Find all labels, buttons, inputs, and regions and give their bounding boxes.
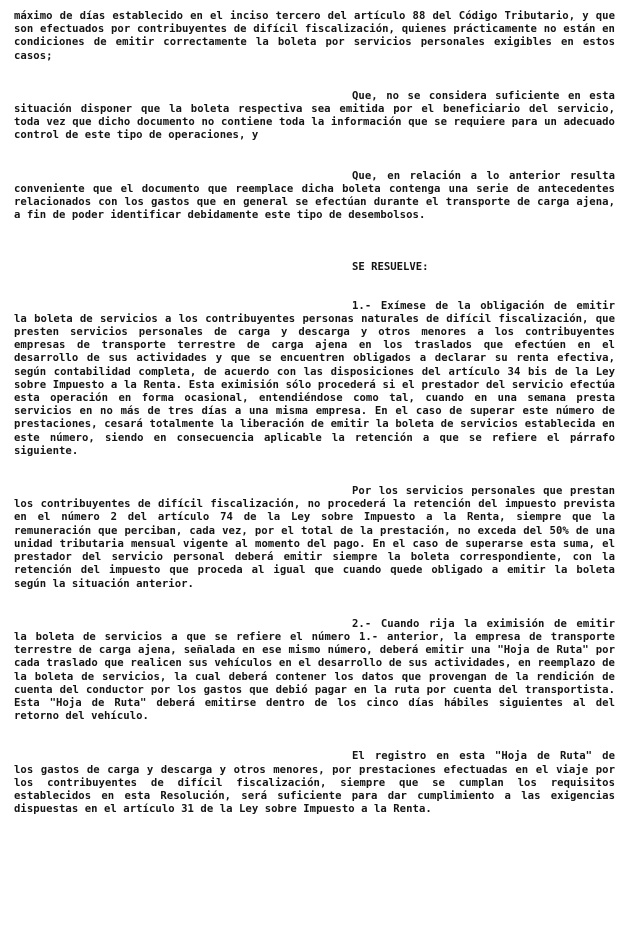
paragraph-text: Por los servicios personales que prestan los contribuyentes de difícil fiscalización, no procederá la retención del impuesto prevista en el número 2 del artículo 74 de la Ley sobre Impuesto a la Renta, siempre que la remuneración que perciban, cada vez, por el total de la prestación, no exceda del 50% de una unidad tributaria mensual vigente al momento del pago. En el caso de superarse esta suma, el prestador del servicio personal deberá emitir siempre la boleta correspondiente, con la retención del impuesto que proceda al igual que cuando quede obligado a emitir la boleta según la situación anterior. — [14, 485, 615, 590]
paragraph-article-1 — [14, 300, 615, 458]
paragraph-text: 2.- Cuando rija la eximisión de emitir la boleta de servicios a que se refiere el número 1.- anterior, la empresa de transporte terrestre de carga ajena, señalada en ese mismo número, deberá emitir una "Hoja de Ruta" por cada traslado que realicen sus vehículos en el desarrollo de sus actividades, en reemplazo de la boleta de servicios, la cual deberá contener los datos que provengan de la rendición de cuenta del conductor por los gastos que debió pagar en la ruta por cuenta del transportista. Esta "Hoja de Ruta" deberá emitirse dentro de los cinco días hábiles siguientes al del retorno del vehículo. — [14, 617, 615, 723]
paragraph-article-1-continued — [14, 485, 615, 591]
paragraph-text: Que, en relación a lo anterior resulta conveniente que el documento que reemplace dicha boleta contenga una serie de antecedentes relacionados con los gastos que en general se efectúan durante el transporte de carga ajena, a fin de poder identificar debidamente este tipo de desembolsos. — [14, 169, 615, 222]
resolution-heading: SE RESUELVE: — [352, 261, 429, 274]
paragraph-considerando-1 — [14, 90, 615, 143]
paragraph-continuation: máximo de días establecido en el inciso tercero del artículo 88 del Código Tributario, y que son efectuados por contribuyentes de difícil fiscalización, quienes prácticamente no están en condiciones de emitir correctamente la boleta por servicios personales exigibles en estos casos; — [14, 10, 615, 62]
paragraph-considerando-2 — [14, 170, 615, 223]
paragraph-text: Que, no se considera suficiente en esta situación disponer que la boleta respectiva sea emitida por el beneficiario del servicio, toda vez que dicho documento no contiene toda la información que se requiere para un adecuado control de este tipo de operaciones, y — [14, 89, 615, 142]
paragraph-article-2-continued — [14, 750, 615, 816]
paragraph-article-2 — [14, 618, 615, 724]
paragraph-text: El registro en esta "Hoja de Ruta" de los gastos de carga y descarga y otros menores, por prestaciones efectuadas en el viaje por los contribuyentes de difícil fiscalización, siempre que se cumplan los requisitos establecidos en esta Resolución, será suficiente para dar cumplimiento a las exigencias dispuestas en el artículo 31 de la Ley sobre Impuesto a la Renta. — [14, 750, 615, 816]
paragraph-text: 1.- Exímese de la obligación de emitir la boleta de servicios a los contribuyentes personas naturales de difícil fiscalización, que presten servicios personales de carga y descarga y otros menores a los contribuyentes empresas de transporte terrestre de carga ajena en los traslados que efectúen en el desarrollo de sus actividades y que se encuentren obligados a declarar su renta efectiva, según contabilidad completa, de acuerdo con las disposiciones del artículo 34 bis de la Ley sobre Impuesto a la Renta. Esta eximisión sólo procederá si el prestador del servicio efectúa esta operación en forma ocasional, entendiéndose como tal, cuando en una semana presta servicios en no más de tres días a una misma empresa. En el caso de superar este número de prestaciones, cesará totalmente la liberación de emitir la boleta de servicios establecida en este número, siendo en consecuencia aplicable la retención a que se refiere el párrafo siguiente. — [14, 299, 615, 457]
